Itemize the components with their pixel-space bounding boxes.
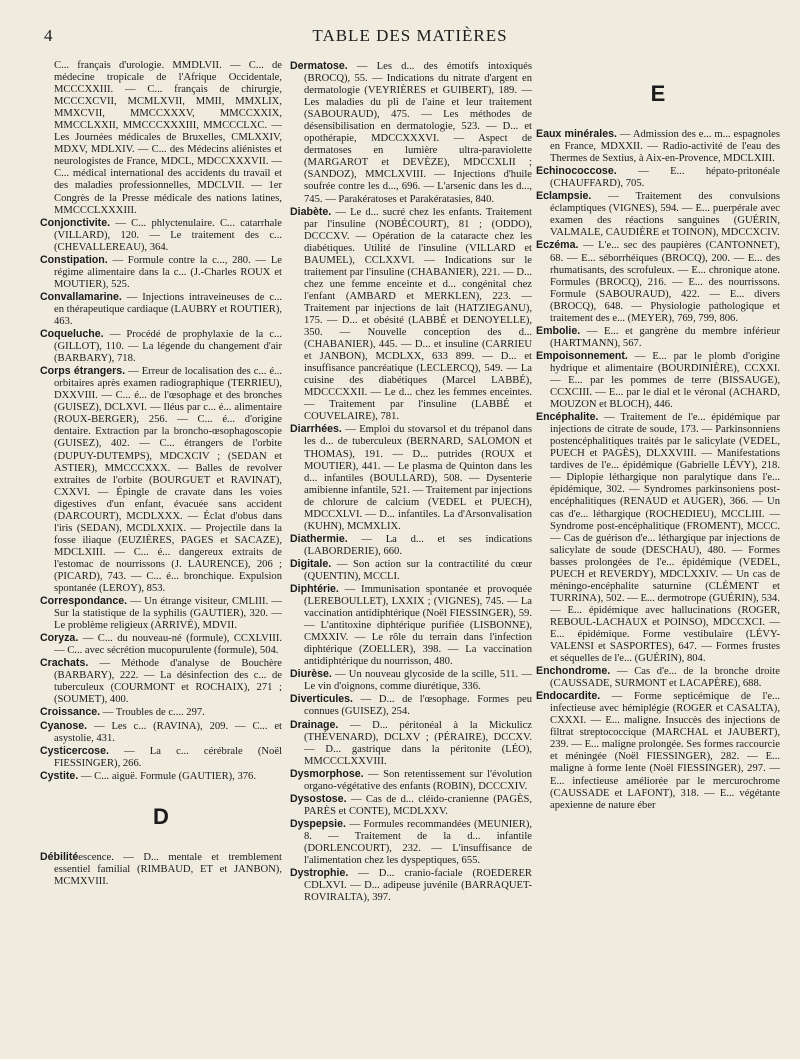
page-header	[40, 26, 780, 48]
entry-text: — Erreur de localisation des c... é... orbitaires après examen radiographique (TERRIEU), DXXVIII. — C... é... de l'œsophage et des bronches (GUISEZ), DCLXVI. — Iléus par c... é... alimentaire (ROUX-BERGER), 256. — C... é... d'origine dentaire. Extraction par la broncho-œsophagoscopie (GUISEZ), 402. — C... étrangers de l'orbite (DUPUY-DUTEMPS), MDCXCIV ; (SEDAN et ASTIER), MMCCCXXX. — Balles de revolver extraites de l'orbite (BOURGUET et RAVINAT), CXXVI. — Épingle de cravate dans les voies digestives d'un enfant, évacuée sans accident (DARCOURT), MCDLXXX. — Éclat d'obus dans l'iris (SEDAN), MCDLXXIX. — Projectile dans la fosse iliaque (EUZIÈRES, PAGES et SACAZE), MDCLXIII. — C... é... dangereux extraits de l'estomac de nourrissons (J. LAURENCE), 206 ; (PICARD), 743. — C... é... bronchique. Expulsion spontanée (LEROY), 853.	[54, 366, 282, 595]
entry-headword: Endocardite.	[536, 690, 601, 703]
entry-text: — Traitement des convulsions éclamptiques (VIGNES), 594. — E... puerpérale avec examen des réactions sanguines (GUÉRIN, VALMALE, CAUDIÈRE et TOINON), MDCCXCIV.	[550, 191, 780, 239]
index-entry	[290, 693, 532, 718]
index-entry	[40, 720, 282, 745]
entry-headword: Croissance.	[40, 706, 101, 719]
entry-text: — Les d... des émotifs intoxiqués (BROCQ), 55. — Indications du nitrate d'argent en dermatologie (VEYRIÈRES et GUIBERT), 189. — Les maladies du pli de l'aine et leur traitement (SABOURAUD), 475. — Les méthodes de désensibilisation en dermatologie, 523. — D... et opothérapie, MDCCXXXVI. — Aspect de dermatoses en lumière ultra-paraviolette (MARGAROT et DEVÈZE), MDCCXLII ; (SANDOZ), MMCLXVIII. — Injections d'huile soufrée contre les d..., 696. — L'arsenic dans les d..., 745. — Parakératoses et Parakératasies, 840.	[304, 61, 532, 205]
entry-headword: Eclampsie.	[536, 190, 592, 203]
index-entry-continuation	[40, 60, 282, 217]
index-entry	[290, 793, 532, 818]
entry-text: — Emploi du stovarsol et du trépanol dans les d... de tuberculeux (BERNARD, SALOMON et THOMAS), 191. — D... putrides (ROUX et MOUTIER), 441. — Le plasma de Quinton dans les d... infantiles (BOULLARD), 508. — Dysenterie amibienne infantile, 521. — Traitement par injections de chlorure de calcium (VEDEL et PUECH), MDCCXLVI. — D... infantiles. La d'Arsonvalisation (KUHN), MCMXLIX.	[304, 424, 532, 532]
entry-headword: Diverticules.	[290, 693, 354, 706]
entry-text: — C... du nouveau-né (formule), CCXLVIII. — C... avec sécrétion mucopurulente (formule), 504.	[54, 633, 282, 657]
index-entry	[40, 657, 282, 706]
entry-text: — Méthode d'analyse de Bouchère (BARBARY), 222. — La désinfection des c... de tuberculeux (COURMONT et ROCHAIX), 271 ; (SOUMET), 400.	[54, 658, 282, 706]
entry-headword: Eczéma.	[536, 239, 579, 252]
entry-headword: Embolie.	[536, 324, 581, 337]
entry-text: — Formule contre la c..., 280. — Le régime alimentaire dans la c... (J.-Charles ROUX et MOUTIER), 525.	[54, 254, 282, 290]
entry-headword: Diarrhées.	[290, 423, 342, 436]
entry-text: — Troubles de c.... 297.	[100, 707, 205, 719]
index-entry	[40, 851, 282, 888]
index-entry	[40, 291, 282, 328]
entry-headword: Cyanose.	[40, 719, 88, 732]
index-entry	[536, 665, 780, 690]
index-entry	[290, 768, 532, 793]
entry-text: — Le d... sucré chez les enfants. Traitement par l'insuline (NOBÉCOURT), 81 ; (ODDO), DCCCXV. — Opération de la cataracte chez les diabétiques. Utilité de l'insuline (VILLARD et BAUMEL), CCLXXVI. — Indications sur le traitement par l'insuline (CHABANIER), 221. — D... chez une femme enceinte et d... congénital chez l'enfant (AMBARD et MERKLEN), 223. — Traitement par injections de lait (HATZIEGANU), 175. — D... et obésité (LABBÉ et DENOYELLE), 350. — Nouvelle conception des d... (CHABANIER), 445. — D... et insuline (CARRIEU et JANBON), MCDLXX, 633 899. — D... et insuffisance pancréatique (LECLERCQ), 549. — La cuisine des diabétiques (Marcel LABBÉ), MDCCCXXII. — Le d... chez les femmes enceintes. — Traitement par l'insuline (LABBÉ et COUVELAIRE), 781.	[304, 206, 532, 423]
entry-headword: Coqueluche.	[40, 328, 104, 341]
entry-headword: Conjonctivite.	[40, 216, 111, 229]
entry-text: — Les c... (RAVINA), 209. — C... et asystolie, 431.	[54, 720, 282, 744]
entry-text: — Son retentissement sur l'évolution organo-végétative des enfants (ROBIN), DCCCXIV.	[304, 768, 532, 792]
entry-headword: Drainage.	[290, 718, 339, 731]
index-entry	[536, 190, 780, 239]
entry-text: — Traitement de l'e... épidémique par injections de citrate de soude, 173. — Parkinsonniens postencéphalitiques traités par le salicylate (VEDEL, PUECH et PAGÈS), DLXXVIII. — Manifestations tardives de l'e... épidémique (Gabrielle LÉVY), 218. — Diplopie léthargique non paralytique dans l'e... épidémique, 302. — Syndromes parkinsoniens post-encéphalitiques (RENAUD et AUGER), 366. — Un cas d'e... léthargique (ROCHEDIEU), MCCLIII. — Syndrome post-encéphalitique (FROMENT), MCCC. — Cas de guérison d'e... léthargique par injections de salicylate de soude (DESCHAU), 480. — Formes basses prolongées de l'e... épidémique (VEDEL, PUECH et REVERDY), MDCLXXIV. — Un cas de méningo-encéphalite saturnine (CLÉMENT et TURRINA), 502. — E... dermotrope (GUÉRIN), 534. — E... épidémique avec hallucinations (ROGER, REBOUL-LACHAUX et POINSO), MDCCXCI. — E... épidémique. Forme vestibulaire (LÉVY-VALENSI et SASPORTES), 647. — Formes frustes et séquelles de l'e... (GUÉRIN), 804.	[550, 412, 780, 665]
entry-headword: Crachats.	[40, 657, 89, 670]
index-entry	[290, 867, 532, 904]
entry-text: — C... phlyctenulaire. C... catarrhale (VILLARD), 120. — Le traitement des c... (CHEVALLEREAU), 364.	[54, 217, 282, 253]
index-entry	[40, 632, 282, 657]
index-entry	[536, 690, 780, 811]
entry-text: — Injections intraveineuses de c... en thérapeutique cardiaque (LAUBRY et ROUTIER), 463.	[54, 291, 282, 327]
entry-text: — Un étrange visiteur, CMLIII. — Sur la statistique de la syphilis (GAUTIER), 320. — Le problème religieux (ARRIVÉ), MDVII.	[54, 596, 282, 632]
page-number: 4	[44, 26, 53, 45]
entry-headword: Dyspepsie.	[290, 817, 346, 830]
index-entry	[290, 719, 532, 768]
entry-text: — E... par le plomb d'origine hydrique et alimentaire (BOURDINIÈRE), CCXXI. — E... par les pommes de terre (BISSAUGE), CCXCIII. — E... par le dial et le véronal (ACHARD, MOUZON et BLOCH), 446.	[550, 350, 780, 411]
entry-text: — E... hépato-pritonéale (CHAUFFARD), 705.	[550, 166, 780, 190]
index-entry	[290, 206, 532, 424]
entry-headword: Dysmorphose.	[290, 767, 364, 780]
entry-headword: Constipation.	[40, 253, 108, 266]
index-entry	[290, 818, 532, 867]
entry-headword: Corps étrangers.	[40, 365, 126, 378]
entry-text: — Admission des e... m... espagnoles en France, MDXXII. — Radio-activité de l'eau des Thermes de Sextius, à Aix-en-Provence, MDCLXIII.	[550, 129, 780, 165]
index-entry	[40, 745, 282, 770]
index-entry	[40, 770, 282, 783]
index-entry	[536, 239, 780, 324]
index-entry	[536, 165, 780, 190]
entry-headword: Encéphalite.	[536, 411, 599, 424]
entry-text: escence. — D... mentale et tremblement essentiel familial (RIMBAUD, ET et JANBON), MCMXVIII.	[54, 851, 282, 887]
entry-headword: Diurèse.	[290, 668, 332, 681]
entry-headword: Enchondrome.	[536, 665, 611, 678]
index-entry	[40, 217, 282, 254]
index-entry	[40, 254, 282, 291]
entry-text: — Son action sur la contractilité du cœur (QUENTIN), MCCLI.	[304, 558, 532, 582]
entry-text: C... français d'urologie. MMDLVII. — C... de médecine tropicale de l'Afrique Occidentale, MCCCXXIII. — C... français de chirurgie, MCCCXCVII, MCMLXVII, MMII, MMXLIX, MMXCVII, MMCCXXXV, MMCCXXIX, MMCCLXXII, MMCCCXXXIII, MMCCCLXC. — Les Journées médicales de Bruxelles, CMLXXIV, MDXV, MDLXIV. — C... des Médecins aliénistes et neurologistes de France, MDCL, MDCCXXXVII. — C... médical international des accidents du travail et des maladies professionnelles, MDCLVII. — 1er Congrès de la Presse médicale des nations latines, MMCCCLXXXIII.	[54, 60, 282, 216]
entry-headword: Dystrophie.	[290, 867, 349, 880]
index-entry	[536, 128, 780, 165]
page-title: TABLE DES MATIÈRES	[312, 26, 508, 45]
index-entry	[536, 350, 780, 411]
entry-text: — Cas d'e... de la bronche droite (CAUSSADE, SURMONT et LACAPÈRE), 688.	[550, 666, 780, 690]
entry-headword: Diphtérie.	[290, 583, 339, 596]
entry-headword: Diabète.	[290, 205, 332, 218]
entry-headword: Dysostose.	[290, 792, 347, 805]
entry-text: — Cas de d... cléido-cranienne (PAGÈS, PARÈS et CONTE), MCDLXXV.	[304, 793, 532, 817]
entry-text: — Un nouveau glycoside de la scille, 511. — Le vin d'oignons, comme diurétique, 336.	[304, 669, 532, 693]
entry-headword: Correspondance.	[40, 595, 128, 608]
entry-text: — La c... cérébrale (Noël FIESSINGER), 266.	[54, 745, 282, 769]
index-column-1	[40, 60, 282, 1050]
entry-text: — Formules recommandées (MEUNIER), 8. — Traitement de la d... infantile (DORLENCOURT), 232. — L'insuffisance de l'alimentation chez les dyspeptiques, 655.	[304, 818, 532, 867]
entry-headword: Débilité	[40, 850, 79, 863]
index-entry	[290, 668, 532, 693]
index-entry	[40, 365, 282, 595]
entry-text: — D... péritonéal à la Mickulicz (THÉVENARD), DCLXV ; (PÉRAIRE), DCCXV. — D... gastrique dans la péritonite (LÉO), MMCCCLXXVIII.	[304, 719, 532, 767]
entry-headword: Digitale.	[290, 557, 332, 570]
entry-headword: Echinococcose.	[536, 165, 617, 178]
section-letter: D	[153, 803, 169, 829]
index-entry	[40, 595, 282, 632]
entry-headword: Dermatose.	[290, 60, 348, 72]
entry-headword: Cysticercose.	[40, 744, 109, 757]
entry-headword: Convallamarine.	[40, 290, 122, 303]
index-entry	[290, 60, 532, 206]
entry-text: — D... cranio-faciale (ROEDERER CDLXVI. — D... adipeuse juvénile (BARRAQUET-ROVIRALTA), 397.	[304, 868, 532, 904]
entry-text: — D... de l'œsophage. Formes peu connues (GUISEZ), 254.	[304, 694, 532, 718]
entry-text: — E... et gangrène du membre inférieur (HARTMANN), 567.	[550, 325, 780, 349]
entry-headword: Diathermie.	[290, 532, 348, 545]
index-entry	[536, 411, 780, 665]
entry-text: — La d... et ses indications (LABORDERIE), 660.	[304, 533, 532, 557]
index-column-2	[290, 60, 532, 1050]
section-letter: E	[650, 81, 666, 106]
entry-text: — Forme septicémique de l'e... infectieuse avec hémiplégie (ROGER et CASALTA), CXXXI. — E... maligne. Insuccès des injections de filtrat streptococcique (MARCHAL et JAUBERT), 239. — E... maligne prolongée. Ses formes raccourcie et méningée (Noël FIESSINGER), 282. — E... maligne à forme lente (Noël FIESSINGER), 297. — E... infectieuse améliorée par le mercurochrome (CAUSSADE et LAFONT), 318. — E... végétante apexienne de nature éber	[550, 691, 780, 811]
entry-headword: Coryza.	[40, 632, 79, 645]
entry-headword: Empoisonnement.	[536, 349, 628, 362]
index-entry	[290, 583, 532, 668]
index-column-3	[536, 60, 780, 1050]
index-entry	[290, 423, 532, 532]
index-entry	[536, 325, 780, 350]
entry-text: — C... aiguë. Formule (GAUTIER), 376.	[78, 770, 256, 782]
entry-headword: Eaux minérales.	[536, 128, 617, 141]
entry-text: — L'e... sec des paupières (CANTONNET), 68. — E... séborrhéiques (BROCQ), 200. — E... des rhumatisants, des scrofuleux. — E... chronique atone. Formules (BROCQ), 216. — E... des nourrissons. Formule (SABOURAUD), 422. — E... divers (BROCQ), 648. — Physiologie pathologique et traitement des e... (MEYER), 769, 799, 806.	[550, 240, 780, 324]
entry-text: — Procédé de prophylaxie de la c... (GILLOT), 110. — La légende du changement d'air (BARBARY), 718.	[54, 329, 282, 365]
entry-text: — Immunisation spontanée et provoquée (LEREBOULLET), LXXIX ; (VIGNES), 745. — La vaccination antidiphtérique (Noël FIESSINGER), 59. — L'antitoxine diphtérique purifiée (LISBONNE), CMXXIV. — Le rôle du terrain dans l'infection diphtérique (ZOELLER), 398. — La vaccination antidiphtérique du nourrisson, 480.	[304, 584, 532, 668]
index-entry	[290, 558, 532, 583]
index-entry	[290, 533, 532, 558]
index-entry	[40, 706, 282, 719]
index-entry	[40, 328, 282, 365]
entry-headword: Cystite.	[40, 769, 79, 782]
